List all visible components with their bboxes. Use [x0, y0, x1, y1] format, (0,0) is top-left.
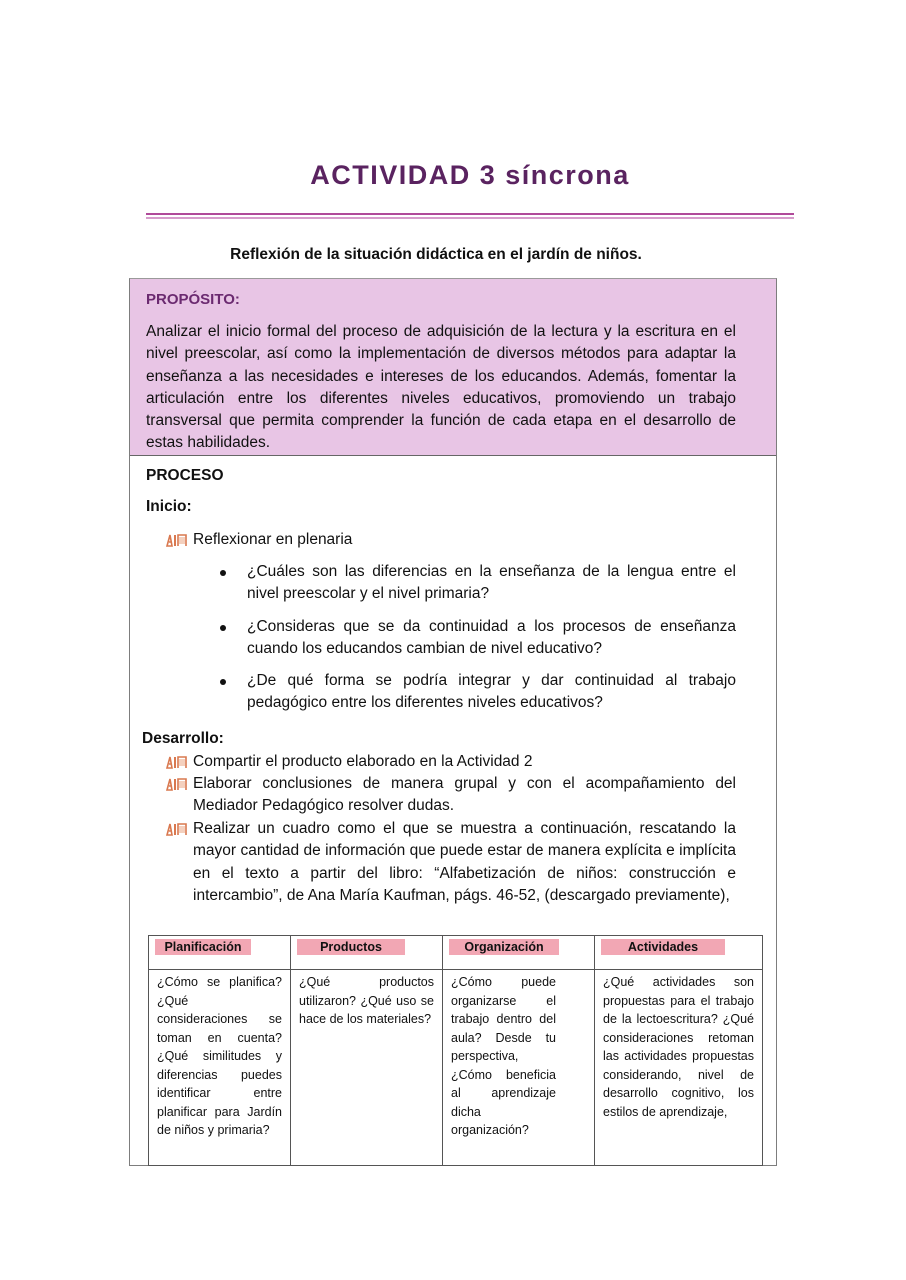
desarrollo-heading: Desarrollo:	[142, 730, 224, 747]
desarrollo-item-text: Compartir el producto elaborado en la Actividad 2	[193, 753, 533, 770]
header-organizacion: Organización	[449, 939, 559, 955]
purpose-text: Analizar el inicio formal del proceso de adquisición de la lectura y la escritura en el nivel preescolar, así como la implementación de diversos métodos para adaptar la enseñanza a las necesidades e intereses de los educandos. Además, fomentar la articulación entre los diferentes niveles educativos, promoviendo un trabajo transversal que permita comprender la función de cada etapa en el desarrollo de estas habilidades.	[146, 323, 736, 452]
bullet-dot-icon	[220, 679, 226, 685]
desarrollo-item	[166, 751, 736, 773]
table-cell	[595, 970, 763, 1166]
book-bullet-icon	[166, 776, 188, 792]
bullet-dot-icon	[220, 570, 226, 576]
table-header-row	[149, 936, 763, 970]
header-actividades: Actividades	[601, 939, 725, 955]
subtitle: Reflexión de la situación didáctica en el jardín de niños.	[230, 246, 642, 263]
table-cell	[443, 970, 595, 1166]
question-item	[220, 670, 736, 715]
desarrollo-item	[166, 773, 736, 818]
book-bullet-icon	[166, 821, 188, 837]
question-item	[220, 561, 736, 606]
desarrollo-item-text: Realizar un cuadro como el que se muestra a continuación, rescatando la mayor cantidad de información que puede estar de manera explícita e implícita en el texto a partir del libro: “Alfabetización de niños: construcción e intercambio”, de Ana María Kaufman, págs. 46-52, (descargado previamente),	[193, 820, 736, 904]
table-header-cell	[149, 936, 291, 970]
table-header-cell	[291, 936, 443, 970]
desarrollo-item-text: Elaborar conclusiones de manera grupal y con el acompañamiento del Mediador Pedagógico resolver dudas.	[193, 775, 736, 815]
page-title: ACTIVIDAD 3 síncrona	[310, 160, 630, 190]
header-planificacion: Planificación	[155, 939, 251, 955]
table-header-cell	[443, 936, 595, 970]
purpose-section	[130, 279, 776, 456]
book-bullet-icon	[166, 532, 188, 548]
question-text: ¿De qué forma se podría integrar y dar continuidad al trabajo pedagógico entre los diferentes niveles educativos?	[247, 672, 736, 712]
cell-planificacion: ¿Cómo se planifica? ¿Qué consideraciones se toman en cuenta? ¿Qué similitudes y diferencias puedes identificar entre planificar para Jardín de niños y primaria?	[157, 975, 282, 1137]
cell-productos: ¿Qué productos utilizaron? ¿Qué uso se hace de los materiales?	[299, 975, 434, 1026]
inicio-item	[166, 529, 736, 551]
bullet-dot-icon	[220, 625, 226, 631]
activity-box	[129, 278, 777, 1166]
process-heading: PROCESO	[146, 467, 224, 484]
cell-organizacion: ¿Cómo puede organizarse el trabajo dentro del aula? Desde tu perspectiva, ¿Cómo beneficia al aprendizaje dicha organización?	[451, 975, 556, 1137]
table-cell	[291, 970, 443, 1166]
question-item	[220, 616, 736, 661]
table-cell	[149, 970, 291, 1166]
question-text: ¿Cuáles son las diferencias en la enseñanza de la lengua entre el nivel preescolar y el nivel primaria?	[247, 563, 736, 603]
inicio-item-text: Reflexionar en plenaria	[193, 531, 353, 548]
cell-actividades: ¿Qué actividades son propuestas para el trabajo de la lectoescritura? ¿Qué consideraciones retoman las actividades propuestas considerando, nivel de desarrollo cognitivo, los estilos de aprendizaje,	[603, 975, 754, 1119]
header-productos: Productos	[297, 939, 405, 955]
inicio-heading: Inicio:	[146, 498, 192, 515]
analysis-table	[148, 935, 763, 1166]
question-text: ¿Consideras que se da continuidad a los procesos de enseñanza cuando los educandos cambian de nivel educativo?	[247, 618, 736, 658]
title-divider	[146, 213, 794, 215]
title-divider-secondary	[146, 217, 794, 219]
book-bullet-icon	[166, 754, 188, 770]
table-header-cell	[595, 936, 763, 970]
desarrollo-item	[166, 818, 736, 907]
table-row	[149, 970, 763, 1166]
purpose-heading: PROPÓSITO:	[146, 291, 240, 308]
